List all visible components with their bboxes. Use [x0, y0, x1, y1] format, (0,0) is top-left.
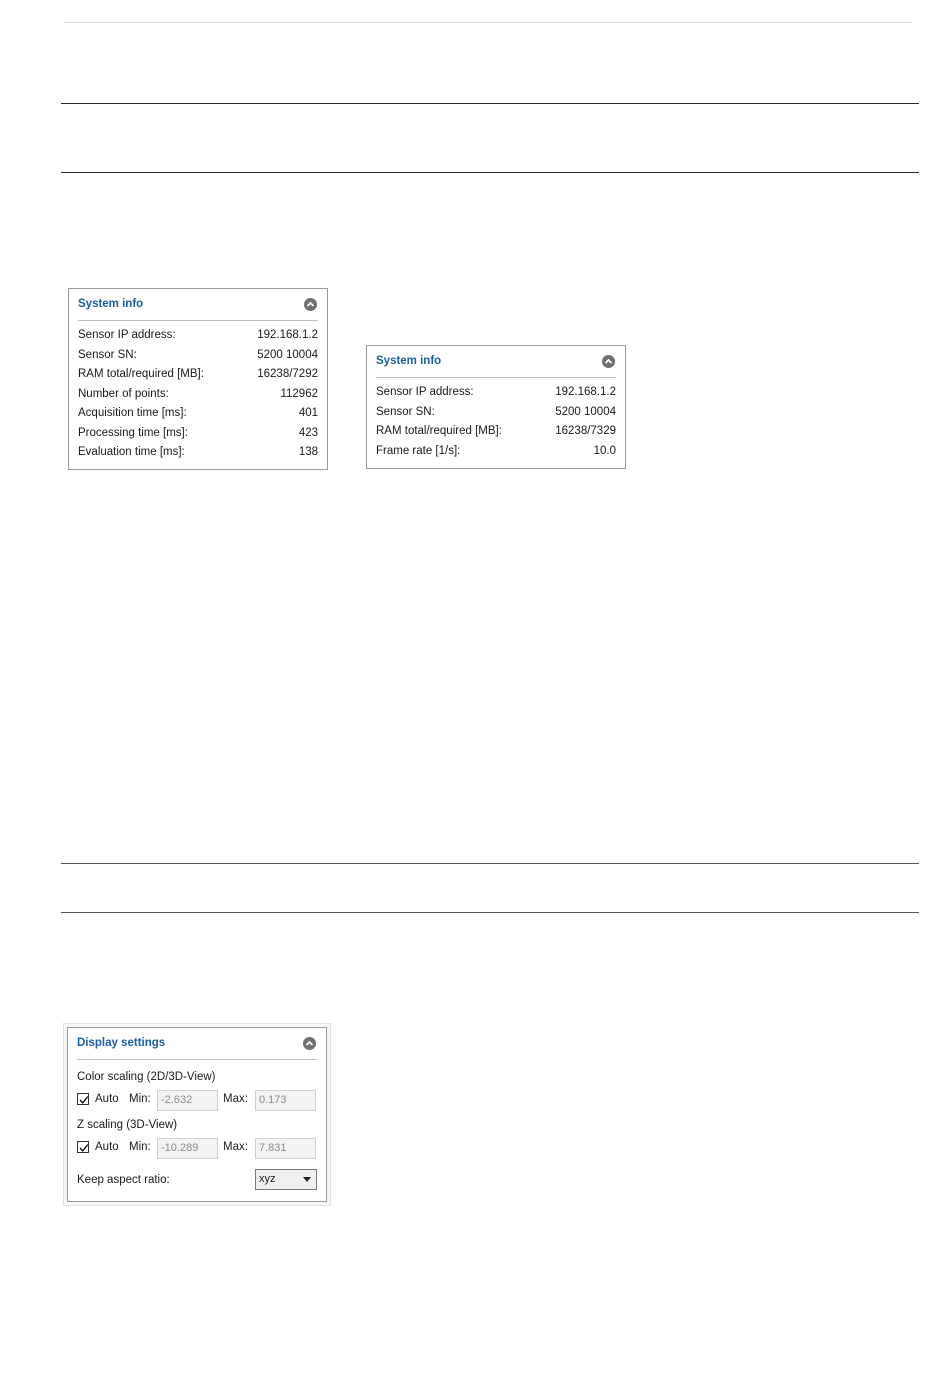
- color-max-field[interactable]: 0.173: [255, 1090, 316, 1111]
- info-value: 401: [298, 407, 318, 419]
- info-row: [78, 349, 318, 369]
- panel-title: System info: [78, 298, 144, 310]
- info-label: Sensor IP address:: [376, 386, 474, 398]
- info-value: 112962: [280, 387, 318, 400]
- panel-title: Display settings: [77, 1037, 166, 1049]
- info-label: Acquisition time [ms]:: [78, 407, 187, 419]
- aspect-ratio-value: xyz: [259, 1173, 276, 1185]
- color-auto-checkbox[interactable]: [77, 1093, 89, 1105]
- checkmark-icon: [78, 1094, 90, 1106]
- info-row: [376, 406, 616, 426]
- info-row: [78, 407, 318, 427]
- system-info-panel-1: [68, 288, 328, 470]
- info-row: [78, 388, 318, 408]
- z-min-label: Min:: [129, 1141, 151, 1153]
- info-row: [376, 425, 616, 445]
- section-rule-1: [61, 103, 919, 104]
- color-min-label: Min:: [129, 1093, 151, 1105]
- z-min-field[interactable]: -10.289: [157, 1138, 218, 1159]
- chevron-up-circle-icon[interactable]: [304, 298, 317, 311]
- z-auto-label: Auto: [95, 1141, 119, 1153]
- info-rows: [78, 329, 318, 466]
- info-label: RAM total/required [MB]:: [376, 425, 502, 437]
- chevron-up-circle-icon[interactable]: [303, 1037, 316, 1050]
- display-settings-panel: [67, 1027, 327, 1202]
- info-label: RAM total/required [MB]:: [78, 368, 204, 380]
- aspect-ratio-row: [77, 1169, 317, 1190]
- section-rule-4: [61, 912, 919, 913]
- color-auto-label: Auto: [95, 1093, 119, 1105]
- panel-header: [77, 1028, 317, 1060]
- info-value: 192.168.1.2: [257, 329, 318, 341]
- aspect-ratio-select[interactable]: [255, 1169, 317, 1190]
- color-scaling-row: [77, 1090, 317, 1111]
- info-label: Evaluation time [ms]:: [78, 446, 185, 458]
- color-min-field[interactable]: -2.632: [157, 1090, 218, 1111]
- info-label: Sensor SN:: [78, 348, 137, 361]
- info-value: 5200 10004: [257, 348, 318, 361]
- chevron-up-circle-icon[interactable]: [602, 355, 615, 368]
- info-row: [376, 386, 616, 406]
- info-value: 192.168.1.2: [555, 386, 616, 398]
- info-row: [376, 445, 616, 465]
- panel-title: System info: [376, 355, 442, 367]
- caret-down-icon: [303, 1177, 311, 1182]
- z-max-label: Max:: [223, 1141, 248, 1153]
- color-max-label: Max:: [223, 1093, 248, 1105]
- top-divider: [64, 22, 912, 23]
- checkmark-icon: [78, 1142, 90, 1154]
- info-row: [78, 446, 318, 466]
- section-rule-3: [61, 863, 919, 864]
- z-scaling-label: Z scaling (3D-View): [77, 1119, 178, 1131]
- info-rows: [376, 386, 616, 464]
- info-label: Sensor IP address:: [78, 329, 176, 341]
- info-label: Number of points:: [78, 387, 169, 400]
- info-row: [78, 368, 318, 388]
- z-max-field[interactable]: 7.831: [255, 1138, 316, 1159]
- color-scaling-label: Color scaling (2D/3D-View): [77, 1071, 216, 1083]
- info-value: 138: [298, 446, 318, 458]
- info-row: [78, 427, 318, 447]
- panel-header: [78, 289, 318, 321]
- aspect-ratio-label: Keep aspect ratio:: [77, 1174, 170, 1186]
- info-label: Processing time [ms]:: [78, 426, 188, 439]
- info-label: Frame rate [1/s]:: [376, 444, 461, 457]
- z-scaling-row: [77, 1138, 317, 1159]
- info-row: [78, 329, 318, 349]
- section-rule-2: [61, 172, 919, 173]
- info-value: 10.0: [593, 444, 616, 457]
- info-value: 423: [298, 426, 318, 439]
- info-label: Sensor SN:: [376, 405, 435, 418]
- z-auto-checkbox[interactable]: [77, 1141, 89, 1153]
- info-value: 16238/7292: [257, 368, 318, 380]
- info-value: 5200 10004: [555, 405, 616, 418]
- panel-header: [376, 346, 616, 378]
- info-value: 16238/7329: [555, 425, 616, 437]
- system-info-panel-2: [366, 345, 626, 469]
